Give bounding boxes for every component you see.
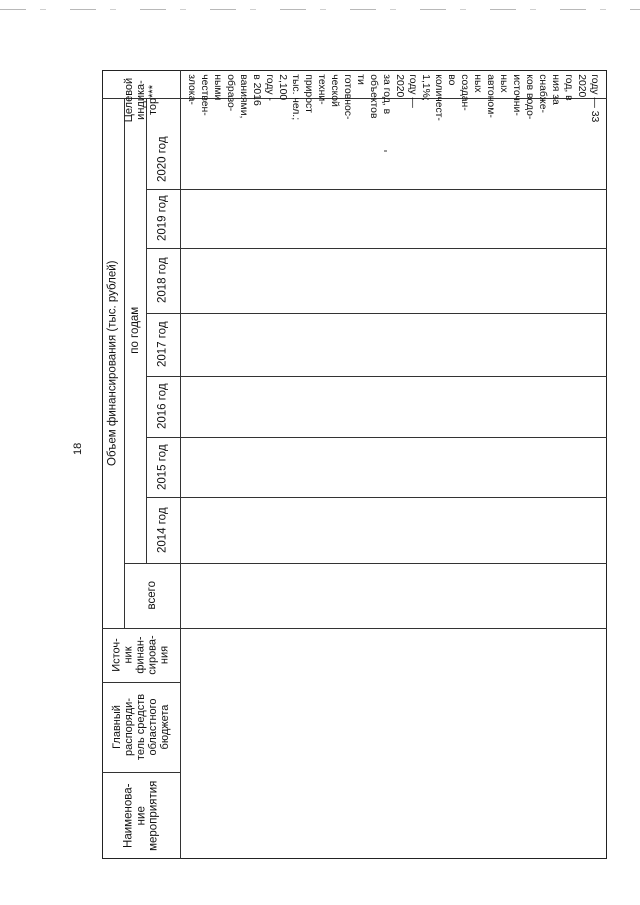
divider-2016-2017 [146,376,607,377]
header-by-years-cell [124,98,146,563]
indicator-line: объектов [368,74,380,119]
indicator-line: снабже- [537,74,549,113]
indicator-line: тыс. чел.; [290,74,302,121]
divider-2017-2018 [146,313,607,314]
indicator-line: создан- [459,74,471,111]
indicator-line: 2,100 [277,74,289,101]
year-2018: 2018 год [156,257,169,304]
header-indicator: Целевой индика- тор*** [122,77,159,123]
year-2018-cell [146,248,180,313]
header-manager: Главный распоряди- тель средств областного бюджета [110,693,171,761]
divider-2018-2019 [146,248,607,249]
year-2017-cell [146,313,180,376]
indicator-line: 1,1%; [420,74,432,101]
year-2014: 2014 год [156,507,169,553]
page-number: 18 [72,442,84,455]
year-2014-cell [146,497,180,563]
indicator-line: 2020 [576,74,588,98]
indicator-line: прирост [303,74,315,113]
year-2015-cell [146,437,180,497]
indicator-line: автоном- [485,74,497,118]
indicator-text [186,74,606,130]
year-2020-cell [146,130,180,189]
indicator-line: году — [407,74,419,108]
year-2019-cell [146,189,180,248]
indicator-line: чествен- [199,74,211,116]
divider-2014-2015 [146,497,607,498]
header-funding: Объем финансирования (тыс. рублей) [106,260,119,466]
indicator-line: техни- [316,74,328,105]
indicator-line: ния за [550,74,562,105]
year-2016: 2016 год [156,383,169,430]
indicator-line: ческой [329,74,341,107]
indicator-line: готовнос- [342,74,354,120]
scan-speck [384,150,387,152]
indicator-line: ти [355,74,367,85]
divider-2015-2016 [146,437,607,438]
indicator-line: году - [264,74,276,101]
year-2017: 2017 год [156,321,169,368]
header-indicator-cell [102,70,180,130]
year-2019: 2019 год [156,195,169,242]
header-source-cell [102,628,180,682]
year-2020: 2020 год [156,136,169,183]
year-2015: 2015 год [156,444,169,490]
header-funding-cell [102,98,124,628]
year-2016-cell [146,376,180,437]
indicator-line: ных [498,74,510,93]
header-source: Источ- ник финан- сирова- ния [110,635,171,675]
indicator-line: образо- [225,74,237,112]
header-total: всего [145,581,158,610]
divider-total-years [124,563,607,564]
indicator-line: ными [212,74,224,101]
header-by-years: по годам [128,307,141,354]
divider-2019-2020 [146,189,607,190]
header-name-cell [102,772,180,859]
header-total-cell [124,563,180,628]
indicator-line: ваниями, [238,74,250,119]
indicator-line: в 2016 [251,74,263,106]
indicator-line: 2020 [394,74,406,98]
indicator-line: ков водо- [524,74,536,120]
indicator-line: ных [472,74,484,93]
indicator-line: количест- [433,74,445,121]
header-name: Наименова- ние мероприятия [122,780,160,851]
indicator-line: году — 33 [589,74,601,123]
scan-edge-artifact [0,9,640,10]
header-manager-cell [102,682,180,772]
indicator-line: за год, в [381,74,393,115]
indicator-line: источни- [511,74,523,116]
indicator-line: во [446,74,458,86]
indicator-line: злока- [186,74,198,105]
indicator-line: год, в [563,74,575,101]
